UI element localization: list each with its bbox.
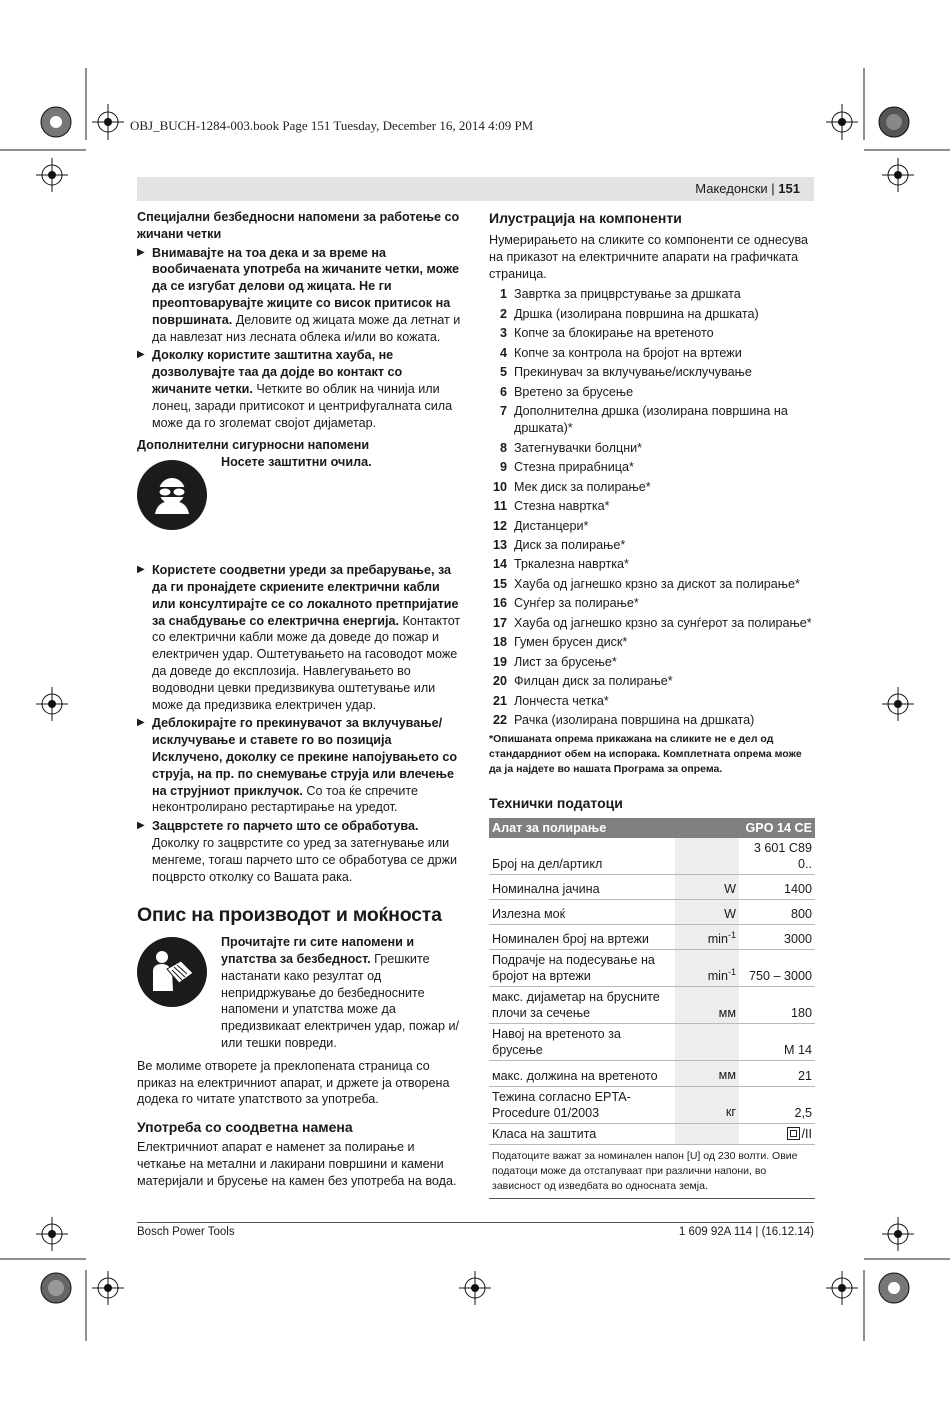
list-item bbox=[489, 384, 815, 401]
bullet-triangle-icon: ▶ bbox=[137, 349, 145, 361]
list-item bbox=[489, 595, 815, 612]
spec-value-text: /II bbox=[801, 1126, 812, 1141]
table-row bbox=[489, 987, 815, 1024]
spec-value bbox=[739, 925, 815, 950]
safety-item bbox=[137, 715, 465, 816]
footer-rule bbox=[137, 1222, 814, 1223]
components-heading: Илустрација на компоненти bbox=[489, 210, 682, 226]
bullet-triangle-icon: ▶ bbox=[137, 820, 145, 832]
component-number: 15 bbox=[492, 576, 507, 591]
tech-data-heading: Технички податоци bbox=[489, 794, 623, 811]
brush-heading: Специјални безбедносни напомени за работење со жичани четки bbox=[137, 210, 460, 241]
spec-label: Класа на заштита bbox=[489, 1123, 675, 1144]
component-number: 12 bbox=[492, 518, 507, 533]
left-column bbox=[137, 209, 465, 1190]
safety-item bbox=[137, 818, 465, 885]
spec-value-text: 750 – 3000 bbox=[748, 969, 812, 984]
list-item bbox=[489, 345, 815, 362]
component-label: Хауба од јагнешко крзно за дискот за полирање* bbox=[514, 576, 800, 591]
component-number: 1 bbox=[499, 287, 507, 302]
table-row bbox=[489, 925, 815, 950]
spec-unit bbox=[675, 925, 739, 950]
component-label: Лончеста четка* bbox=[514, 693, 609, 708]
footer-brand: Bosch Power Tools bbox=[137, 1226, 235, 1238]
spec-label: макс. дијаметар на брусните плочи за сечење bbox=[489, 987, 675, 1024]
section-title: Опис на производот и моќноста bbox=[137, 904, 442, 927]
component-label: Вретено за брусење bbox=[514, 384, 634, 399]
components-list bbox=[489, 286, 815, 729]
table-row bbox=[489, 1024, 815, 1061]
safety-item bbox=[137, 347, 465, 431]
list-item bbox=[489, 286, 815, 303]
component-number: 22 bbox=[492, 713, 507, 728]
list-item bbox=[489, 537, 815, 554]
spec-value-text: 21 bbox=[797, 1068, 812, 1083]
table-row bbox=[489, 874, 815, 899]
spec-value-text: 1400 bbox=[783, 882, 812, 897]
safety-item bbox=[137, 562, 465, 713]
component-number: 14 bbox=[492, 557, 507, 572]
table-note: Податоците важат за номинален напон [U] од 230 волти. Овие податоци може да отстапуваат при различни напони, во зависност од изведбата во односната земја. bbox=[489, 1149, 815, 1199]
spec-value bbox=[739, 1061, 815, 1086]
spec-unit-text: W bbox=[724, 907, 736, 922]
footer-docnumber: 1 609 92A 114 | (16.12.14) bbox=[678, 1226, 814, 1238]
spec-value bbox=[739, 900, 815, 925]
tech-data-table bbox=[489, 818, 815, 1145]
spec-value-text: 2,5 bbox=[794, 1105, 812, 1120]
right-column bbox=[489, 209, 815, 1199]
table-header-label: Алат за полирање bbox=[489, 818, 739, 838]
spec-unit bbox=[675, 950, 739, 987]
component-label: Мек диск за полирање* bbox=[514, 479, 651, 494]
extra-safety-heading: Дополнителни сигурносни напомени bbox=[137, 438, 370, 453]
spec-value bbox=[739, 1123, 815, 1144]
spec-value bbox=[739, 838, 815, 875]
spec-unit-text: мм bbox=[718, 1068, 736, 1083]
safety-goggles-icon bbox=[137, 460, 207, 530]
list-item bbox=[489, 693, 815, 710]
safety-item-bold: Користете соодветни уреди за пребарување, за да ги пронајдете скриените електрични кабли или консултирајте се со локалното претпријатие за снабдување со електрична енергија. bbox=[152, 563, 459, 628]
component-label: Лист за брусење* bbox=[514, 654, 617, 669]
table-header-model: GPO 14 CE bbox=[739, 818, 815, 838]
table-row bbox=[489, 950, 815, 987]
bullet-triangle-icon: ▶ bbox=[137, 246, 145, 258]
spec-value-text: 800 bbox=[790, 907, 812, 922]
component-label: Гумен брусен диск* bbox=[514, 635, 628, 650]
list-item bbox=[489, 615, 815, 632]
component-number: 6 bbox=[499, 384, 507, 399]
component-label: Рачка (изолирана површина на дршката) bbox=[514, 713, 755, 728]
protection-class-icon bbox=[787, 1127, 802, 1141]
print-slug: OBJ_BUCH-1284-003.book Page 151 Tuesday, December 16, 2014 4:09 PM bbox=[130, 118, 534, 133]
component-label: Дополнителна дршка (изолирана површина на дршката)* bbox=[514, 404, 788, 436]
component-number: 3 bbox=[499, 326, 507, 341]
component-number: 17 bbox=[492, 615, 507, 630]
spec-label: Излезна моќ bbox=[489, 900, 675, 925]
intended-use-text: Електричниот апарат е наменет за полирање и четкање на метални и лакирани површини и камени материјали и брусење на камен без употреба на вода. bbox=[137, 1140, 457, 1188]
table-row bbox=[489, 838, 815, 875]
spec-label: Номинална јачина bbox=[489, 874, 675, 899]
spec-unit-text: мм bbox=[718, 1006, 736, 1021]
spec-value-text: M 14 bbox=[784, 1043, 812, 1058]
component-label: Тркалезна навртка* bbox=[514, 557, 629, 572]
component-label: Дистанцери* bbox=[514, 518, 589, 533]
spec-unit bbox=[675, 1123, 739, 1144]
read-manual-notice bbox=[137, 934, 465, 1052]
table-row bbox=[489, 1061, 815, 1086]
spec-label: Број на дел/артикл bbox=[489, 838, 675, 875]
list-item bbox=[489, 518, 815, 535]
list-item bbox=[489, 576, 815, 593]
list-item bbox=[489, 403, 815, 437]
components-note: *Опишаната опрема прикажана на сликите не е дел од стандардниот обем на испорака. Комплетната опрема може да ја најдете во нашата Програма за опрема. bbox=[489, 732, 802, 775]
component-number: 9 bbox=[499, 460, 507, 475]
safety-item-bold: Внимавајте на тоа дека и за време на вообичаената употреба на жичаните четки, може да се изгубат делови од жицата. Не ги преоптоварувајте жиците со висок притисок на површината. bbox=[152, 245, 459, 327]
page-number: 151 bbox=[778, 181, 800, 196]
table-row bbox=[489, 1086, 815, 1123]
read-manual-icon bbox=[137, 937, 207, 1007]
component-number: 2 bbox=[499, 306, 507, 321]
safety-item-bold: Деблокирајте го прекинувачот за вклучување/исклучување и ставете го во позиција Исклучено, доколку се прекине напојувањето со струја, на пр. по снемување струја или влечење на струјниот приклучок. bbox=[152, 716, 458, 798]
list-item bbox=[489, 673, 815, 690]
safety-item-text: Четките во облик на чинија или лонец, заради притисокот и центрифугалната сила може да го зголемат својот дијаметар. bbox=[152, 381, 453, 430]
bullet-triangle-icon: ▶ bbox=[137, 717, 145, 729]
page-header bbox=[137, 177, 814, 201]
spec-value bbox=[739, 950, 815, 987]
safety-item-text: Контактот со електрични кабли може да доведе до пожар и електричен удар. Оштетувањето на гасоводот може да доведе до експлозија. Навлегувањето во водоводни цевки предизвикува оштетување или може да предизвика електричен удар. bbox=[152, 613, 461, 712]
spec-unit-text: min bbox=[707, 932, 728, 947]
safety-item-text: Деловите од жицата може да летнат и да навлезат низ лесната облека и/или во кожата. bbox=[152, 312, 461, 344]
safety-item-text: Доколку го зацврстите со уред за затегнување или менгеме, тогаш парчето што се обработува се држи поцврсто отколку со Вашата рака. bbox=[152, 835, 458, 884]
component-label: Завртка за прицврстување за дршката bbox=[514, 287, 741, 302]
component-label: Прекинувач за вклучување/исклучување bbox=[514, 365, 752, 380]
spec-value-text: 180 bbox=[790, 1006, 812, 1021]
spec-unit-exponent: -1 bbox=[727, 930, 736, 941]
spec-unit bbox=[675, 900, 739, 925]
list-item bbox=[489, 479, 815, 496]
goggles-notice bbox=[137, 454, 465, 556]
component-label: Затегнувачки болцни* bbox=[514, 440, 643, 455]
list-item bbox=[489, 712, 815, 729]
goggles-text: Носете заштитни очила. bbox=[221, 455, 372, 470]
component-number: 16 bbox=[492, 596, 507, 611]
safety-item-text: Со тоа ќе спречите неконтролирано рестартирање на уредот. bbox=[152, 783, 419, 815]
component-label: Дршка (изолирана површина на дршката) bbox=[514, 306, 759, 321]
read-notice-text: Грешките настанати како резултат од непридржување до безбедносните напомени и упатства може да предизвикаат електричен удар, пожар и/или тешки повреди. bbox=[221, 952, 460, 1051]
spec-label: Навој на вретеното за брусење bbox=[489, 1024, 675, 1061]
header-separator: | bbox=[767, 181, 779, 196]
spec-unit bbox=[675, 838, 739, 875]
intended-use-heading: Употреба со соодветна намена bbox=[137, 1119, 353, 1136]
spec-unit-text: min bbox=[707, 969, 728, 984]
list-item bbox=[489, 306, 815, 323]
spec-unit-text: W bbox=[724, 882, 736, 897]
component-number: 21 bbox=[492, 693, 507, 708]
spec-value bbox=[739, 987, 815, 1024]
table-header-row bbox=[489, 818, 815, 838]
header-language: Македонски bbox=[695, 181, 768, 196]
spec-label: макс. должина на вретеното bbox=[489, 1061, 675, 1086]
table-row bbox=[489, 1123, 815, 1144]
component-number: 13 bbox=[492, 538, 507, 552]
list-item bbox=[489, 654, 815, 671]
component-label: Хауба од јагнешко крзно за сунѓерот за полирање* bbox=[514, 615, 812, 630]
component-number: 5 bbox=[499, 365, 507, 380]
spec-unit bbox=[675, 874, 739, 899]
list-item bbox=[489, 459, 815, 476]
read-notice-bold: Прочитајте ги сите напомени и упатства за безбедност. bbox=[221, 935, 415, 967]
list-item bbox=[489, 634, 815, 651]
list-item bbox=[489, 325, 815, 342]
spec-unit bbox=[675, 1086, 739, 1123]
spec-unit-text: кг bbox=[725, 1105, 736, 1120]
component-number: 4 bbox=[499, 345, 507, 360]
list-item bbox=[489, 364, 815, 381]
component-number: 11 bbox=[493, 499, 507, 514]
component-number: 19 bbox=[492, 654, 507, 669]
spec-label: Подрачје на подесување на бројот на вртежи bbox=[489, 950, 675, 987]
spec-label: Тежина согласно EPTA-Procedure 01/2003 bbox=[489, 1086, 675, 1123]
safety-item-bold: Зацврстете го парчето што се обработува. bbox=[152, 819, 419, 834]
spec-label: Номинален број на вртежи bbox=[489, 925, 675, 950]
component-number: 20 bbox=[492, 674, 507, 689]
component-number: 10 bbox=[492, 479, 507, 494]
component-label: Сунѓер за полирање* bbox=[514, 596, 639, 611]
component-number: 7 bbox=[499, 404, 507, 419]
spec-value bbox=[739, 874, 815, 899]
safety-item bbox=[137, 245, 465, 346]
spec-value bbox=[739, 1086, 815, 1123]
table-row bbox=[489, 900, 815, 925]
spec-unit-exponent: -1 bbox=[727, 967, 736, 978]
spec-unit bbox=[675, 1061, 739, 1086]
components-intro: Нумерирањето на сликите со компоненти се однесува на приказот на електричните апарати на графичката страница. bbox=[489, 233, 808, 281]
list-item bbox=[489, 556, 815, 573]
spec-unit bbox=[675, 987, 739, 1024]
component-label: Копче за контрола на бројот на вртежи bbox=[514, 345, 742, 360]
spec-value-text: 3 601 C89 0.. bbox=[753, 840, 812, 871]
fold-out-text: Ве молиме отворете ја преклопената страница со приказ на електричниот апарат, и држете ја отворена додека го читате упатството за употреба. bbox=[137, 1058, 450, 1107]
spec-unit bbox=[675, 1024, 739, 1061]
component-label: Филцан диск за полирање* bbox=[514, 674, 673, 689]
safety-item-bold: Доколку користите заштитна хауба, не дозволувајте таа да дојде во контакт со жичаните четки. bbox=[152, 348, 403, 396]
spec-value bbox=[739, 1024, 815, 1061]
component-number: 18 bbox=[492, 635, 507, 650]
component-number: 8 bbox=[499, 440, 507, 455]
list-item bbox=[489, 498, 815, 515]
bullet-triangle-icon: ▶ bbox=[137, 564, 145, 576]
component-label: Стезна прирабница* bbox=[514, 460, 634, 475]
page-header-text bbox=[695, 181, 814, 196]
component-label: Диск за полирање* bbox=[514, 538, 626, 552]
list-item bbox=[489, 440, 815, 457]
component-label: Копче за блокирање на вретеното bbox=[514, 326, 714, 341]
component-label: Стезна навртка* bbox=[514, 499, 610, 514]
spec-value-text: 3000 bbox=[783, 932, 812, 947]
